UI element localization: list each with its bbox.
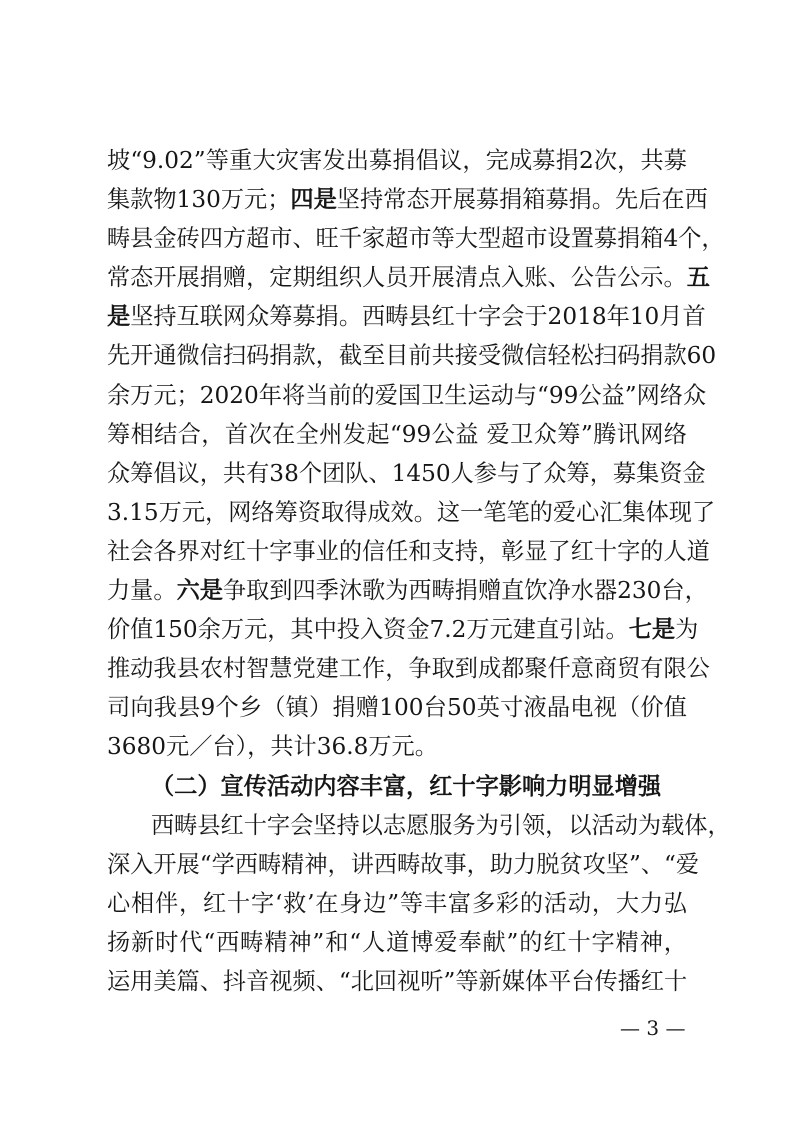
text-line-14 (107, 651, 710, 687)
line-text: 众筹倡议，共有38个团队、1450人参与了众筹，募集资金 (107, 460, 706, 487)
bold-ordinal: 五 (686, 264, 710, 291)
line-text: 坡“9.02”等重大灾害发出募捐倡议，完成募捐2次，共募 (107, 147, 687, 174)
line-text: 畴县金砖四方超市、旺千家超市等大型超市设置募捐箱4个， (107, 225, 725, 252)
heading-text: （二）宣传活动内容丰富，红十字影响力明显增强 (151, 773, 662, 800)
text-line-1 (107, 143, 687, 179)
line-text: 司向我县9个乡（镇）捐赠100台50英寸液晶电视（价值 (107, 694, 687, 721)
text-line-7 (107, 378, 707, 414)
bold-ordinal: 是 (107, 303, 131, 330)
text-line-21 (107, 925, 687, 961)
bold-ordinal: 七是 (628, 616, 676, 643)
bold-ordinal: 四是 (290, 186, 337, 213)
line-text: 争取到四季沐歌为西畴捐赠直饮净水器230台， (222, 577, 708, 604)
text-line-3 (107, 221, 725, 257)
line-text: 力量。 (107, 577, 177, 604)
page-number: — 3 — (620, 1016, 686, 1040)
line-text: 坚持常态开展募捐箱募捐。先后在西 (336, 186, 708, 213)
bold-ordinal: 六是 (176, 577, 223, 604)
text-line-5 (107, 299, 706, 335)
line-text: 心相伴，红十字‘救’在身边”等丰富多彩的活动，大力弘 (107, 890, 687, 917)
line-text: 为 (675, 616, 699, 643)
line-text: 运用美篇、抖音视频、“北回视听”等新媒体平台传播红十 (107, 968, 688, 995)
text-line-12 (107, 573, 708, 609)
line-text: 价值150余万元，其中投入资金7.2万元建直引站。 (107, 616, 629, 643)
line-text: 常态开展捐赠，定期组织人员开展清点入账、公告公示。 (107, 264, 687, 291)
line-text: 先开通微信扫码捐款，截至目前共接受微信轻松扫码捐款60 (107, 342, 717, 369)
line-text: 余万元；2020年将当前的爱国卫生运动与“99公益”网络众 (107, 382, 707, 409)
text-line-10 (107, 495, 716, 531)
text-line-4 (107, 260, 710, 296)
text-line-20 (107, 886, 687, 922)
text-line-6 (107, 338, 717, 374)
line-text: 推动我县农村智慧党建工作，争取到成都聚仟意商贸有限公 (107, 655, 710, 682)
line-text: 3.15万元，网络筹资取得成效。这一笔笔的爱心汇集体现了 (107, 499, 716, 526)
line-text: 扬新时代“西畴精神”和“人道博爱奉献”的红十字精神， (107, 929, 687, 956)
text-line-8 (107, 417, 687, 453)
text-line-16 (107, 729, 687, 765)
text-line-15 (107, 690, 687, 726)
line-text: 筹相结合，首次在全州发起“99公益 爱卫众筹”腾讯网络 (107, 421, 687, 448)
line-text: 社会各界对红十字事业的信任和支持，彰显了红十字的人道 (107, 538, 710, 565)
text-line-9 (107, 456, 706, 492)
line-text: 集款物130万元； (107, 186, 291, 213)
line-text: 西畴县红十字会坚持以志愿服务为引领，以活动为载体， (151, 812, 731, 839)
line-text: 3680元／台），共计36.8万元。 (107, 733, 438, 760)
text-line-2 (107, 182, 708, 218)
text-line-18 (151, 808, 731, 844)
text-line-13 (107, 612, 699, 648)
text-line-11 (107, 534, 710, 570)
line-text: 深入开展“学西畴精神，讲西畴故事，助力脱贫攻坚”、“爱 (107, 851, 700, 878)
line-text: 坚持互联网众筹募捐。西畴县红十字会于2018年10月首 (130, 303, 706, 330)
text-line-19 (107, 847, 700, 883)
text-line-22 (107, 964, 687, 1000)
section-heading (151, 769, 687, 805)
